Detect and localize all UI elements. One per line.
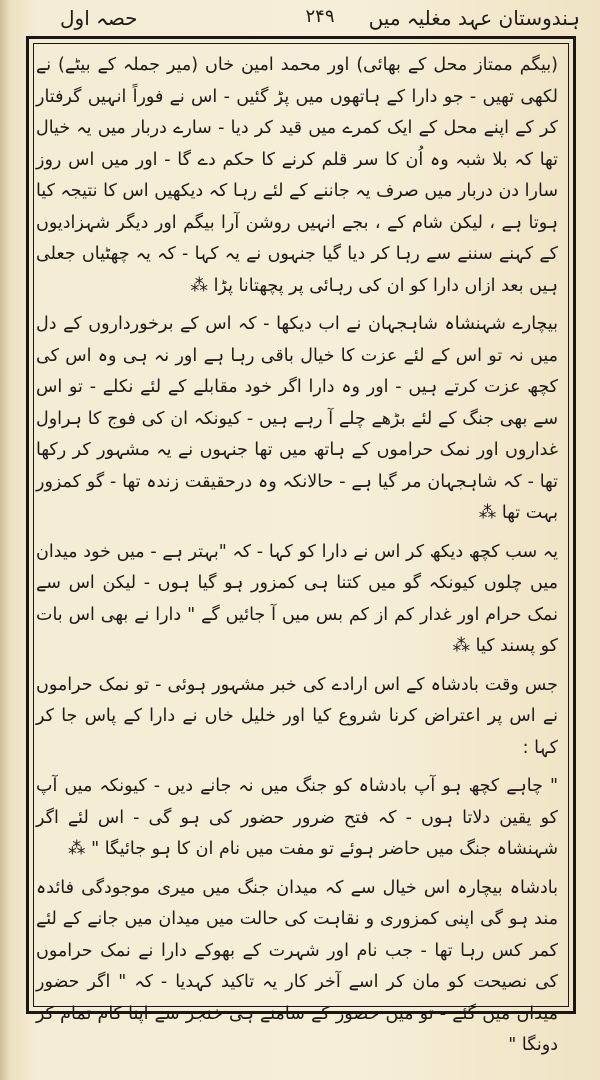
paragraph: (بیگم ممتاز محل کے بھائی) اور محمد امین خاں (میر جملہ کے بیٹے) نے لکھی تھیں - جو دارا کے ہاتھوں میں پڑ گئیں - اس نے فوراً انہیں گرفتار کر کے اپنے محل کے ایک کمرے میں قید کر دیا - سارے دربار میں یہ خیال تھا کہ بلا شبہ وہ اُن کا سر قلم کرنے کا حکم دے گا - اور میں اس روز سارا دن دربار میں صرف یہ جاننے کے لئے رہا کہ دیکھیں اس کا نتیجہ کیا ہوتا ہے ، لیکن شام کے ، بجے انہیں روشن آرا بیگم اور دیگر شہزادیوں کے کہنے سننے سے رہا کر دیا گیا جنہوں نے یہ کہا - کہ یہ چھٹیاں جعلی ہیں بعد ازاں دارا کو ان کی رہائی پر پچھتانا پڑا ⁂ <box>36 55 558 296</box>
paragraph: " چاہے کچھ ہو آپ بادشاہ کو جنگ میں نہ جانے دیں - کیونکہ میں آپ کو یقین دلاتا ہوں - کہ فتح ضرور حضور کی ہو گی - اس لئے اگر شہنشاہ جنگ میں حاضر ہوئے تو مفت میں نام ان کا ہو جائیگا " ⁂ <box>36 776 558 859</box>
page-number: ۲۴۹ <box>305 6 335 27</box>
paragraph: جس وقت بادشاہ کے اس ارادے کی خبر مشہور ہوئی - تو نمک حراموں نے اس پر اعتراض کرنا شروع کیا اور خلیل خاں نے دارا کے پاس جا کر کہا : <box>36 674 558 758</box>
paragraph: بادشاہ بیچارہ اس خیال سے کہ میدان جنگ میں میری موجودگی فائدہ مند ہو گی اپنی کمزوری و نقاہت کی حالت میں میدان میں جانے کے لئے کمر کس رہا تھا - جب نام اور شہرت کے بھوکے دارا نے نمک حراموں کی نصیحت کو مان کر اسے آخر کار یہ تاکید کہدیا - کہ " اگر حضور میدان میں گئے - تو میں حضور کے سامنے ہی خنجر سے اپنا کام تمام کر دونگا " <box>36 877 558 1055</box>
paragraph: یہ سب کچھ دیکھ کر اس نے دارا کو کہا - کہ "بہتر ہے - میں خود میدان میں چلوں کیونکہ گو میں کتنا ہی کمزور ہو گیا ہوں - لیکن اس سے نمک حرام اور غدار کم از کم بس میں آ جائیں گے " دارا نے بھی اس بات کو پسند کیا ⁂ <box>36 541 558 656</box>
page-header <box>60 6 580 32</box>
body-text <box>36 50 558 1069</box>
section-label: حصہ اول <box>60 6 138 30</box>
binding-shadow <box>0 0 10 1080</box>
paragraph: بیچارے شہنشاہ شاہجہان نے اب دیکھا - کہ اس کے برخورداروں کے دل میں نہ تو اس کے لئے عزت کا خیال باقی رہا ہے اور نہ ہی وہ اس کی کچھ عزت کرتے ہیں - اور وہ دارا اگر خود مقابلے کے لئے نکلے - تو اس سے بھی جنگ کے لئے بڑھے چلے آ رہے ہیں - کیونکہ ان کی فوج کا ہراول غداروں اور نمک حراموں کے ہاتھ میں تھا جنہوں نے یہ مشہور کر رکھا تھا - کہ شاہجہان مر گیا ہے - حالانکہ وہ درحقیقت زندہ تھا - گو کمزور بہت تھا ⁂ <box>36 314 558 523</box>
running-title: ہندوستان عہد مغلیہ میں <box>368 6 580 30</box>
